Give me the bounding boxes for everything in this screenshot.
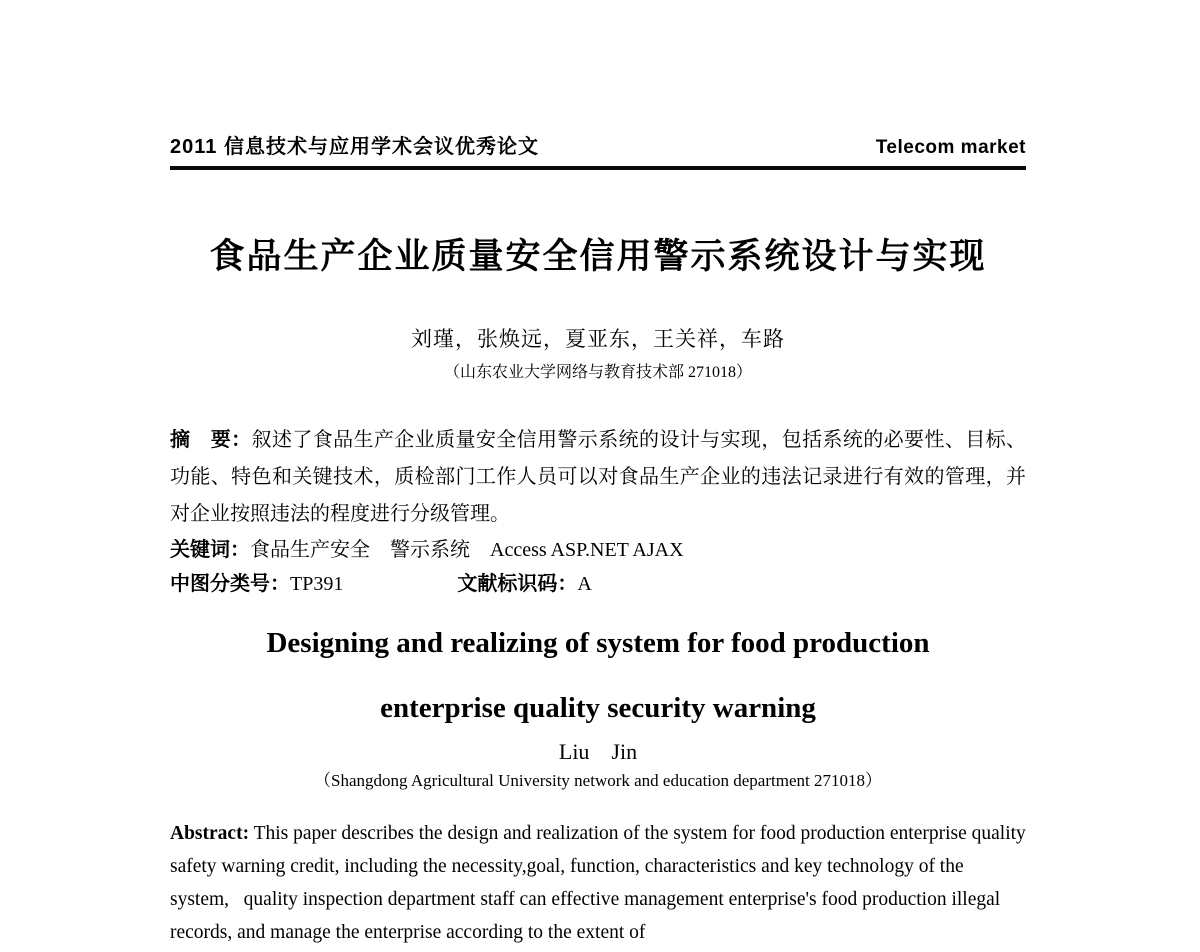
keywords-text: 食品生产安全 警示系统 Access ASP.NET AJAX <box>250 539 684 561</box>
conference-note: 2011 信息技术与应用学术会议优秀论文 <box>170 136 539 158</box>
abstract-cn <box>170 422 1026 533</box>
journal-header <box>170 130 1026 170</box>
abstract-cn-text: 叙述了食品生产企业质量安全信用警示系统的设计与实现，包括系统的必要性、目标、功能、特色和关键技术，质检部门工作人员可以对食品生产企业的违法记录进行有效的管理，并对企业按照违法的程度进行分级管理。 <box>170 429 1027 525</box>
doc-code-value: A <box>577 573 592 595</box>
affiliation-cn: （山东农业大学网络与教育技术部 271018） <box>443 364 752 381</box>
abstract-en-text: This paper describes the design and realization of the system for food production enterprise quality safety warning credit, including the necessity,goal, function, characteristics and key technology of the system, quality inspection department staff can effective management enterprise's food production illegal records, and manage the enterprise according to the extent of <box>170 823 1031 943</box>
clc-value: TP391 <box>290 573 344 595</box>
affiliation-en: （Shangdong Agricultural University network and education department 271018） <box>314 771 882 790</box>
authors-cn: 刘瑾，张焕远，夏亚东，王关祥，车路 <box>411 327 785 351</box>
paper-content-column <box>170 0 1031 949</box>
paper-title-en-line2: enterprise quality security warning <box>380 692 816 724</box>
abstract-cn-label: 摘 要： <box>170 429 252 451</box>
clc-label: 中图分类号： <box>170 573 290 595</box>
doc-code-group <box>457 567 591 601</box>
abstract-en <box>170 817 1031 949</box>
classification-line <box>170 567 1026 601</box>
paper-title-cn: 食品生产企业质量安全信用警示系统设计与实现 <box>209 237 987 276</box>
keywords-label: 关键词： <box>170 539 250 561</box>
abstract-en-label: Abstract: <box>170 823 250 844</box>
doc-code-label: 文献标识码： <box>457 573 578 595</box>
journal-mark: Telecom market <box>875 137 1026 158</box>
paper-title-en-line1: Designing and realizing of system for food production <box>266 627 930 659</box>
keywords-line <box>170 533 1026 567</box>
clc-group <box>170 567 343 601</box>
author-en: Liu Jin <box>558 739 638 764</box>
